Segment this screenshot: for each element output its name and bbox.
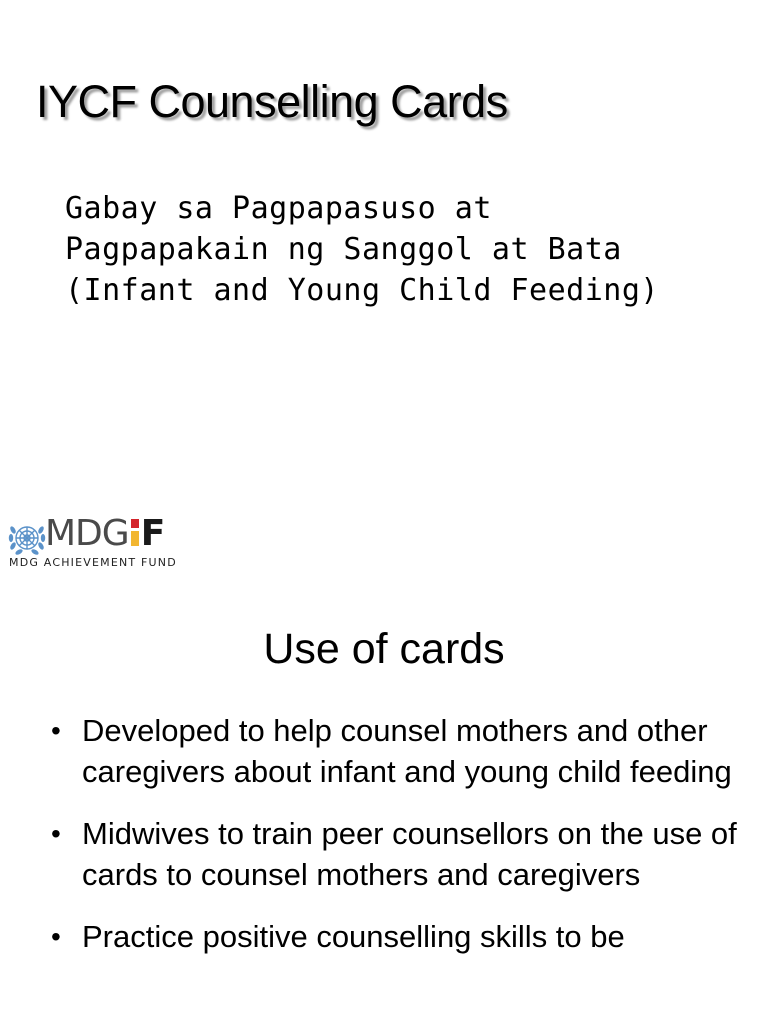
section-title: Use of cards <box>263 625 505 673</box>
bullet-list <box>51 710 751 978</box>
logo-subtext: MDG ACHIEVEMENT FUND <box>9 556 177 569</box>
bullet-text: Developed to help counsel mothers and other caregivers about infant and young child feeding <box>82 713 732 789</box>
mdgf-wordmark <box>45 512 164 556</box>
slide-subtitle <box>65 188 659 311</box>
list-item <box>51 916 751 957</box>
logo-i-bar-icon <box>131 519 139 546</box>
mdgf-logo <box>7 513 192 570</box>
bullet-icon: • <box>51 818 61 849</box>
list-item <box>51 813 751 895</box>
subtitle-line: (Infant and Young Child Feeding) <box>65 273 659 308</box>
bullet-icon: • <box>51 921 61 952</box>
bullet-text: Midwives to train peer counsellors on the use of cards to counsel mothers and caregivers <box>82 816 737 892</box>
bullet-icon: • <box>51 715 61 746</box>
slide-title: IYCF Counselling Cards <box>36 76 508 127</box>
subtitle-line: Gabay sa Pagpapasuso at <box>65 191 492 226</box>
logo-mark-right: F <box>140 513 165 554</box>
un-emblem-icon <box>7 518 47 558</box>
bullet-text: Practice positive counselling skills to be <box>82 919 625 954</box>
subtitle-line: Pagpapakain ng Sanggol at Bata <box>65 232 622 267</box>
list-item <box>51 710 751 792</box>
logo-mark-left: MDG <box>45 513 129 554</box>
